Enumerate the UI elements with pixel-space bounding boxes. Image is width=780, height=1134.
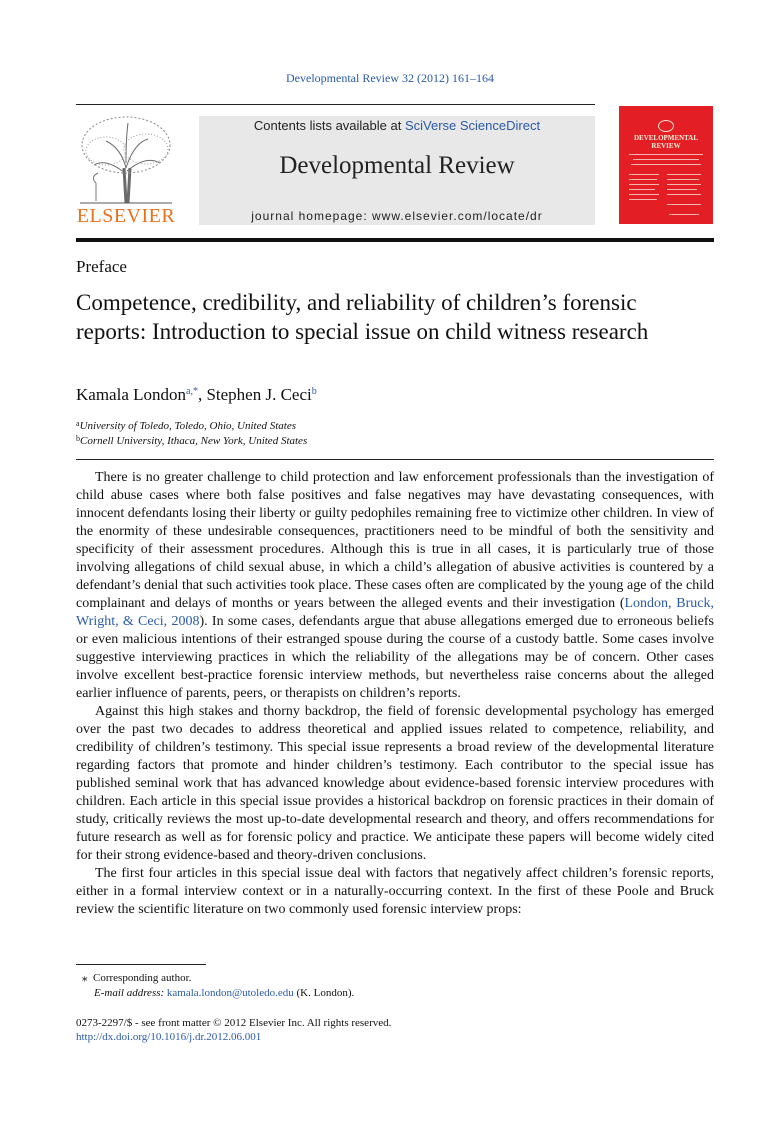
affiliation-a: $^a$University of Toledo, Toledo, Ohio, United States [76, 419, 296, 432]
journal-citation[interactable]: Developmental Review 32 (2012) 161–164 [286, 71, 494, 85]
author-affiliation-mark[interactable]: a,* [186, 386, 198, 397]
email-footnote: E-mail address: kamala.london@utoledo.edu (K. London). [94, 987, 355, 999]
cover-badge-icon [658, 120, 674, 132]
article-body [76, 469, 714, 919]
author-name[interactable]: Kamala London [76, 385, 186, 404]
author-name[interactable]: Stephen J. Ceci [206, 385, 312, 404]
header-top-rule [76, 104, 595, 105]
journal-cover-thumbnail[interactable] [619, 106, 713, 224]
doi-link[interactable]: http://dx.doi.org/10.1016/j.dr.2012.06.001 [76, 1031, 262, 1043]
journal-homepage[interactable]: journal homepage: www.elsevier.com/locate/dr [251, 209, 543, 223]
header-bottom-rule [76, 238, 714, 242]
corresponding-author-footnote: ⁎ Corresponding author. [82, 972, 192, 984]
sciencedirect-link[interactable]: SciVerse ScienceDirect [404, 118, 541, 133]
elsevier-logo[interactable] [70, 113, 182, 231]
body-paragraph: There is no greater challenge to child protection and law enforcement professionals than the investigation of child abuse cases where both false positives and false negatives may have devastating consequences, with innocent defendants losing their liberty or guilty pedophiles remaining free to victimize other children. In view of the enormity of these undesirable consequences, practitioners need to be mindful of both the sensitivity and specificity of their assessment procedures. Although this is true in all cases, it is particularly true of those involving allegations of child sexual abuse, in which a child’s allegation of abusive activities is countered by a defendant’s denial that such activities took place. These cases often are complicated by the young age of the child complainant and delays of months or years between the alleged events and their investigation (London, Bruck, Wright, & Ceci, 2008). In some cases, defendants argue that abuse allegations emerged due to erroneous beliefs or even malicious intentions of their estranged spouse during the course of a custody battle. Some cases involve suggestive interviewing practices in which the reliability of the allegations may be of concern. Other cases involve excellent best-practice forensic interview methods, but nevertheless raise concerns about the alleged earlier influence of parents, peers, or therapists on children’s reports. [76, 470, 714, 701]
elsevier-tree-icon [76, 113, 176, 205]
author-affiliation-mark[interactable]: b [311, 386, 317, 397]
contents-line [199, 118, 595, 133]
journal-name: Developmental Review [279, 152, 515, 179]
elsevier-wordmark: ELSEVIER [76, 205, 176, 227]
email-link[interactable]: kamala.london@utoledo.edu [166, 987, 294, 999]
author-list: Kamala London$^{a,*}$, Stephen J. Ceci$^b$ [76, 385, 317, 404]
body-paragraph: The first four articles in this special issue deal with factors that negatively affect children’s forensic reports, either in a formal interview context or in a naturally-occurring context. In the first of these Poole and Bruck review the scientific literature on two commonly used forensic interview props: [76, 866, 714, 917]
front-matter-rule [76, 459, 714, 460]
copyright-line: 0273-2297/$ - see front matter © 2012 Elsevier Inc. All rights reserved. [76, 1017, 392, 1029]
cover-title: DEVELOPMENTAL REVIEW [633, 134, 699, 150]
article-title: Competence, credibility, and reliability of children’s forensic reports: Introduction to special issue on child witness research [76, 290, 649, 344]
footnote-rule [76, 964, 206, 965]
contents-prefix: Contents lists available at [253, 118, 405, 133]
section-label: Preface [76, 257, 127, 276]
body-paragraph: Against this high stakes and thorny backdrop, the field of forensic developmental psychology has emerged over the past two decades to address theoretical and applied issues related to competence, reliability, and credibility of children’s testimony. This special issue represents a broad review of the developmental literature regarding factors that promote and hinder children’s testimony. Each contributor to the special issue has published seminal work that has advanced knowledge about evidence-based forensic interview procedures with children. Each article in this special issue provides a historical backdrop on forensic practices in their domain of study, critically reviews the most up-to-date developmental research and theory, and offers recommendations for future research as well as for forensic policy and practice. We anticipate these papers will become widely cited for their strong evidence-based and theory-driven conclusions. [76, 704, 714, 863]
affiliation-b: $^b$Cornell University, Ithaca, New York, United States [76, 434, 308, 447]
reference-link[interactable]: London, Bruck, Wright, & Ceci, 2008 [76, 596, 714, 629]
